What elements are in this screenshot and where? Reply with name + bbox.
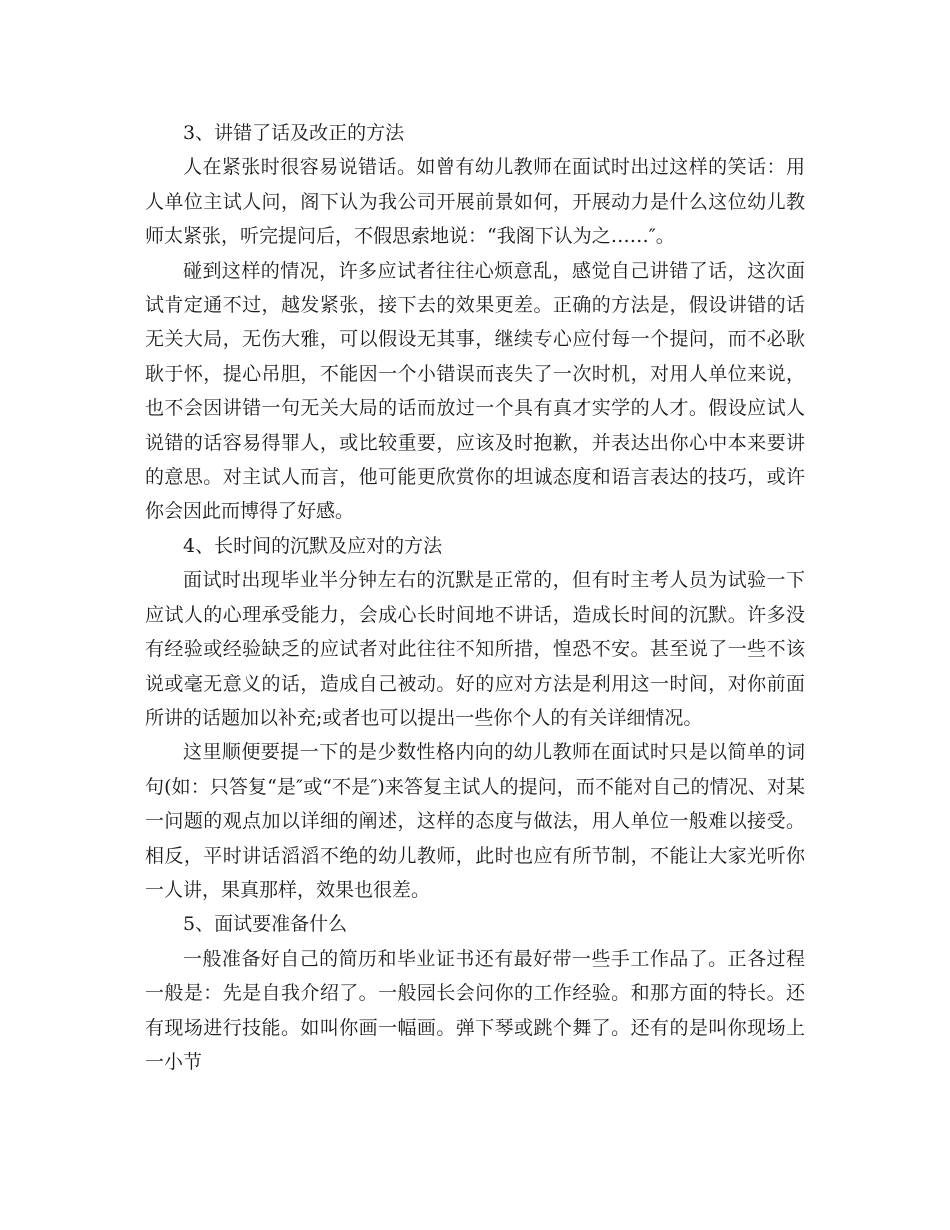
section-heading: 3、讲错了话及改正的方法 bbox=[183, 122, 405, 144]
section-heading: 4、长时间的沉默及应对的方法 bbox=[183, 534, 443, 557]
body-paragraph: 这里顺便要提一下的是少数性格内向的幼儿教师在面试时只是以简单的词句(如：只答复“是″或“不是″)来答复主试人的提问，而不能对自己的情况、对某一问题的观点加以详细的阐述，这样的态度与做法，用人单位一般难以接受。相反，平时讲话滔滔不绝的幼儿教师，此时也应有所节制，不能让大家光听你一人讲，果真那样，效果也很差。 bbox=[145, 741, 805, 901]
body-paragraph: 面试时出现毕业半分钟左右的沉默是正常的，但有时主考人员为试验一下应试人的心理承受能力，会成心长时间地不讲话，造成长时间的沉默。许多没有经验或经验缺乏的应试者对此往往不知所措，惶恐不安。甚至说了一些不该说或毫无意义的话，造成自己被动。好的应对方法是利用这一时间，对你前面所讲的话题加以补充;或者也可以提出一些你个人的有关详细情况。 bbox=[145, 569, 805, 729]
section-heading: 5、面试要准备什么 bbox=[183, 913, 348, 936]
body-paragraph: 一般准备好自己的简历和毕业证书还有最好带一些手工作品了。正各过程一般是：先是自我介绍了。一般园长会问你的工作经验。和那方面的特长。还有现场进行技能。如叫你画一幅画。弹下琴或跳个舞了。还有的是叫你现场上一小节 bbox=[145, 947, 805, 1073]
body-paragraph: 人在紧张时很容易说错话。如曾有幼儿教师在面试时出过这样的笑话：用人单位主试人问，阁下认为我公司开展前景如何，开展动力是什么这位幼儿教师太紧张，听完提问后，不假思索地说：“我阁下认为之……″。 bbox=[145, 156, 805, 248]
body-paragraph: 碰到这样的情况，许多应试者往往心烦意乱，感觉自己讲错了话，这次面试肯定通不过，越发紧张，接下去的效果更差。正确的方法是，假设讲错的话无关大局，无伤大雅，可以假设无其事，继续专心应付每一个提问，而不必耿耿于怀，提心吊胆，不能因一个小错误而丧失了一次时机，对用人单位来说，也不会因讲错一句无关大局的话而放过一个具有真才实学的人才。假设应试人说错的话容易得罪人，或比较重要，应该及时抱歉，并表达出你心中本来要讲的意思。对主试人而言，他可能更欣赏你的坦诚态度和语言表达的技巧，或许你会因此而博得了好感。 bbox=[145, 259, 805, 523]
document-body bbox=[145, 116, 805, 1079]
